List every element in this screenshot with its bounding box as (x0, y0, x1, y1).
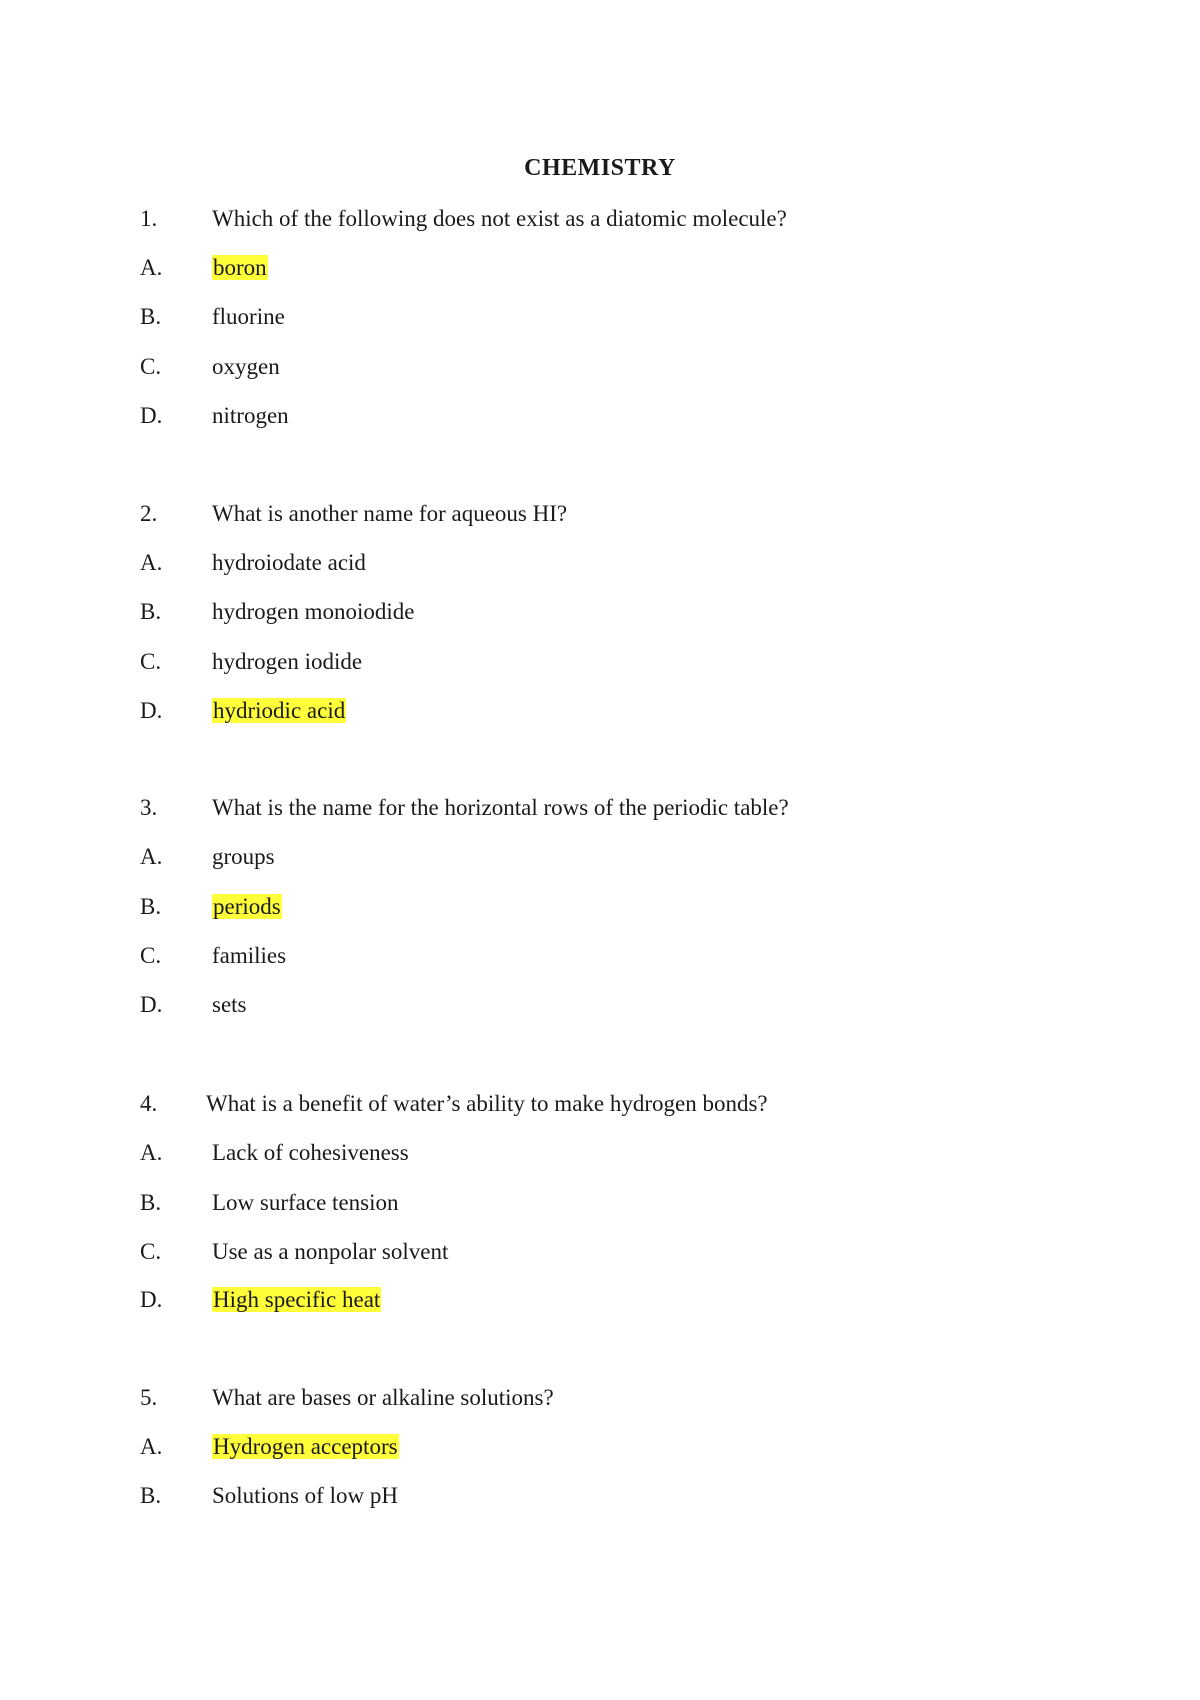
question-text: What is another name for aqueous HI? (212, 501, 568, 526)
option-letter: D. (140, 992, 163, 1017)
option-letter: C. (140, 649, 162, 674)
option-4b (0, 1186, 1200, 1220)
option-text: oxygen (212, 354, 280, 379)
highlighted-answer: High specific heat (213, 1287, 381, 1312)
option-letter: B. (140, 599, 162, 624)
option-1b (0, 300, 1200, 334)
option-text: hydroiodate acid (212, 550, 366, 575)
question-text: What is the name for the horizontal rows of the periodic table? (212, 795, 789, 820)
option-letter: C. (140, 1239, 162, 1264)
question-number: 5. (140, 1385, 158, 1410)
option-3c (0, 939, 1200, 973)
option-text (212, 1430, 399, 1464)
question-3 (0, 791, 1200, 825)
option-letter: D. (140, 1287, 163, 1312)
option-3d (0, 988, 1200, 1022)
option-text (212, 890, 282, 924)
option-letter: A. (140, 1434, 163, 1459)
question-number: 1. (140, 206, 158, 231)
question-2 (0, 497, 1200, 531)
option-1c (0, 350, 1200, 384)
option-5a (0, 1430, 1200, 1464)
question-1 (0, 202, 1200, 236)
option-text: Lack of cohesiveness (212, 1140, 409, 1165)
option-text: Solutions of low pH (212, 1483, 398, 1508)
question-4 (0, 1087, 1200, 1121)
highlighted-answer: periods (213, 894, 281, 919)
option-5b (0, 1479, 1200, 1513)
option-2d (0, 694, 1200, 728)
question-number: 2. (140, 501, 158, 526)
option-4a (0, 1136, 1200, 1170)
question-text: What are bases or alkaline solutions? (212, 1385, 554, 1410)
option-letter: A. (140, 1140, 163, 1165)
option-letter: A. (140, 550, 163, 575)
option-text (212, 1283, 381, 1317)
option-letter: A. (140, 255, 163, 280)
question-5 (0, 1381, 1200, 1415)
option-letter: B. (140, 304, 162, 329)
option-2a (0, 546, 1200, 580)
option-text: nitrogen (212, 403, 289, 428)
highlighted-answer: Hydrogen acceptors (213, 1434, 398, 1459)
option-4d (0, 1283, 1200, 1317)
document-title: CHEMISTRY (524, 155, 676, 181)
option-4c (0, 1235, 1200, 1269)
question-text: Which of the following does not exist as a diatomic molecule? (212, 206, 787, 231)
highlighted-answer: hydriodic acid (213, 698, 346, 723)
option-2c (0, 645, 1200, 679)
option-text: Use as a nonpolar solvent (212, 1239, 449, 1264)
option-text (212, 251, 268, 285)
question-number: 3. (140, 795, 158, 820)
option-text (212, 694, 346, 728)
option-text: hydrogen iodide (212, 649, 363, 674)
option-letter: B. (140, 1483, 162, 1508)
option-text: groups (212, 844, 275, 869)
question-number: 4. (140, 1091, 158, 1116)
option-text: Low surface tension (212, 1190, 399, 1215)
option-letter: D. (140, 403, 163, 428)
option-text: fluorine (212, 304, 285, 329)
option-letter: C. (140, 354, 162, 379)
option-3b (0, 890, 1200, 924)
option-letter: D. (140, 698, 163, 723)
highlighted-answer: boron (213, 255, 267, 280)
question-text: What is a benefit of water’s ability to make hydrogen bonds? (206, 1091, 768, 1116)
option-1a (0, 251, 1200, 285)
option-2b (0, 595, 1200, 629)
option-letter: B. (140, 894, 162, 919)
option-letter: A. (140, 844, 163, 869)
option-text: sets (212, 992, 247, 1017)
option-text: hydrogen monoiodide (212, 599, 415, 624)
option-letter: C. (140, 943, 162, 968)
option-3a (0, 840, 1200, 874)
option-1d (0, 399, 1200, 433)
option-letter: B. (140, 1190, 162, 1215)
option-text: families (212, 943, 287, 968)
